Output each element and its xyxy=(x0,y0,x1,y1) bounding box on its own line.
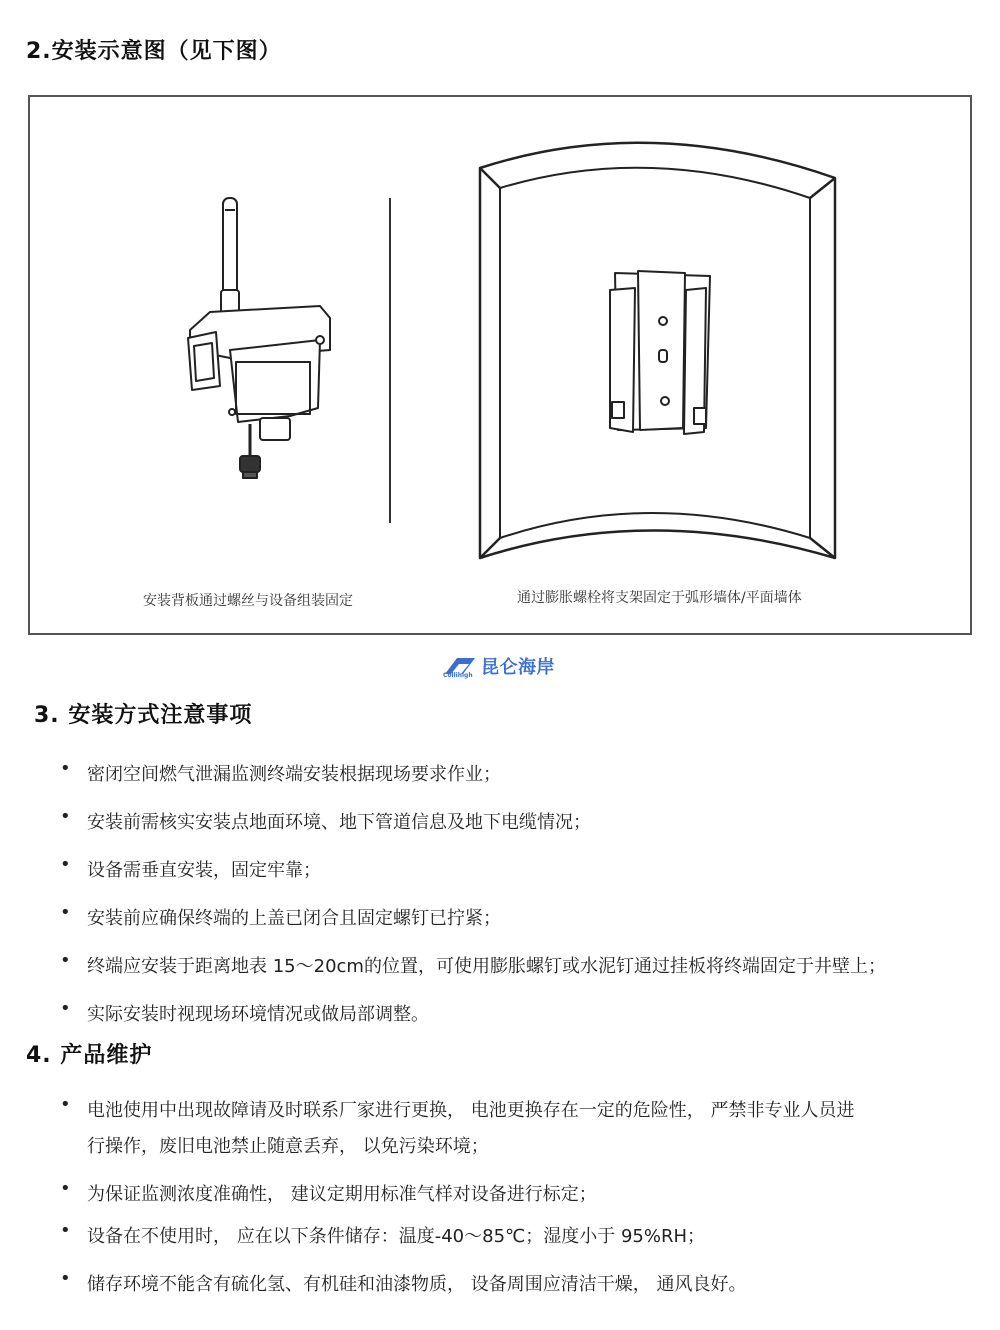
bullet-icon: • xyxy=(60,854,71,875)
caption-right: 通过膨胀螺栓将支架固定于弧形墙体/平面墙体 xyxy=(517,590,802,606)
bullet-icon: • xyxy=(60,1178,71,1199)
list-item-text: 设备需垂直安装，固定牢靠； xyxy=(87,860,321,881)
bullet-icon: • xyxy=(60,1268,71,1289)
caption-left: 安装背板通过螺丝与设备组装固定 xyxy=(143,593,353,609)
bullet-icon: • xyxy=(60,1094,71,1115)
bullet-icon: • xyxy=(60,902,71,923)
figure-divider xyxy=(389,198,391,523)
list-item-text: 安装前应确保终端的上盖已闭合且固定螺钉已拧紧； xyxy=(87,908,501,929)
device-assembly-illustration xyxy=(170,190,350,490)
bullet-icon: • xyxy=(60,998,71,1019)
section-4-title: 4. 产品维护 xyxy=(26,1043,153,1068)
logo-text: 昆仑海岸 xyxy=(481,657,555,678)
bullet-icon: • xyxy=(60,758,71,779)
section-2-title: 2.安装示意图（见下图） xyxy=(26,39,282,64)
list-item-text: 设备在不使用时， 应在以下条件储存：温度-40～85℃；湿度小于 95%RH； xyxy=(87,1226,706,1247)
bullet-icon: • xyxy=(60,806,71,827)
bullet-icon: • xyxy=(60,1220,71,1241)
list-item-text: 电池使用中出现故障请及时联系厂家进行更换， 电池更换存在一定的危险性， 严禁非专业人员进 xyxy=(87,1100,855,1121)
list-item-text: 实际安装时视现场环境情况或做局部调整。 xyxy=(87,1004,429,1025)
list-item-text: 密闭空间燃气泄漏监测终端安装根据现场要求作业； xyxy=(87,764,501,785)
logo-subtext: Collihigh xyxy=(443,672,473,679)
list-item-text: 安装前需核实安装点地面环境、地下管道信息及地下电缆情况； xyxy=(87,812,591,833)
section-3-title: 3. 安装方式注意事项 xyxy=(34,703,253,728)
list-item-text: 储存环境不能含有硫化氢、有机硅和油漆物质， 设备周围应清洁干燥， 通风良好。 xyxy=(87,1274,747,1295)
bullet-icon: • xyxy=(60,950,71,971)
list-item-text-continued: 行操作，废旧电池禁止随意丢弃， 以免污染环境； xyxy=(87,1136,489,1157)
wall-bracket-illustration xyxy=(470,128,850,568)
list-item-text: 为保证监测浓度准确性， 建议定期用标准气样对设备进行标定； xyxy=(87,1184,597,1205)
list-item-text: 终端应安装于距离地表 15～20cm的位置，可使用膨胀螺钉或水泥钉通过挂板将终端固定于井壁上； xyxy=(87,956,886,977)
